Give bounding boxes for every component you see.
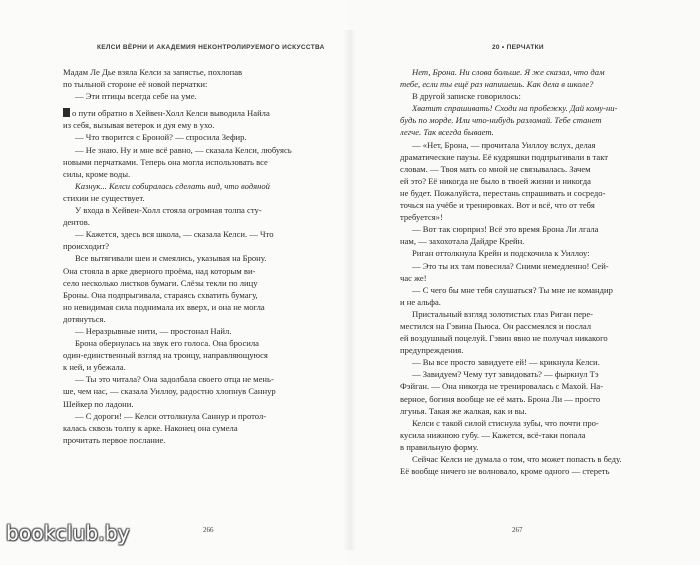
text-line-content: в правильную форму. bbox=[400, 441, 479, 452]
text-line bbox=[63, 422, 303, 434]
text-line bbox=[400, 429, 640, 441]
text-line-content: но невидимая сила поднимала их вверх, и она не могла bbox=[63, 301, 265, 312]
text-line bbox=[63, 156, 303, 168]
text-line bbox=[63, 192, 303, 204]
text-line-content: — Кажется, здесь вся школа, — сказала Келси. — Что bbox=[75, 229, 274, 240]
text-line bbox=[400, 175, 640, 187]
text-line-content: Келси с такой силой стиснула зубы, что почти про- bbox=[412, 417, 599, 428]
text-line-content: — Что творится с Броной? — спросила Зефир. bbox=[75, 132, 247, 143]
text-line-content: — Ты это читала? Она задолбала своего отца не мень- bbox=[75, 374, 274, 385]
text-line-content: нам, — захохотала Дайдре Крейн. bbox=[400, 236, 525, 247]
text-line-content: — Вот так сюрприз! Всё это время Брона Ли лгала bbox=[412, 224, 599, 235]
text-line bbox=[63, 277, 303, 289]
text-line bbox=[400, 405, 640, 417]
drop-cap-ornament bbox=[63, 108, 70, 117]
text-line bbox=[400, 368, 640, 380]
text-line-content: Хватит спрашивать! Сходи на пробежку. Дай кому-ни- bbox=[412, 103, 618, 114]
text-line bbox=[400, 393, 640, 405]
text-line bbox=[400, 102, 640, 114]
text-line-content: Её вообще ничего не волновало, кроме одного — стереть bbox=[400, 466, 610, 477]
text-line bbox=[400, 126, 640, 138]
text-line-content: к ней, и убежала. bbox=[63, 362, 126, 373]
book-gutter bbox=[343, 30, 357, 550]
text-line bbox=[63, 107, 303, 119]
text-line-content: Сейчас Келси не думала о том, что может попасть в беду. bbox=[412, 454, 622, 464]
text-line-content: — Вы все просто завидуете ей! — крикнула Келси. bbox=[412, 357, 600, 368]
text-line-content: — С чего бы мне тебя слушаться? Ты мне не командир bbox=[412, 284, 613, 295]
text-line bbox=[400, 211, 640, 223]
text-line bbox=[63, 289, 303, 301]
text-line bbox=[63, 313, 303, 325]
text-line bbox=[400, 380, 640, 392]
text-line-content: предупреждения. bbox=[400, 345, 464, 356]
text-line-content: — Эти птицы всегда себе на уме. bbox=[75, 91, 197, 102]
text-line-content: стихии не существует. bbox=[63, 192, 145, 203]
text-line-content: час же! bbox=[400, 272, 427, 283]
text-line bbox=[400, 344, 640, 356]
text-line-content: происходит? bbox=[63, 241, 110, 252]
right-page bbox=[350, 0, 700, 565]
text-line bbox=[63, 144, 303, 156]
right-page-text bbox=[400, 66, 640, 477]
watermark-logo: bookclub.by bbox=[6, 521, 130, 545]
text-line-content: В другой записке говорилось: bbox=[412, 91, 521, 102]
text-line-content: требуется»! bbox=[400, 212, 443, 223]
text-line-content: прочитать первое послание. bbox=[63, 434, 166, 445]
text-line bbox=[400, 441, 640, 453]
text-line-content: один-единственный взгляд на троицу, направляющуюся bbox=[63, 350, 268, 361]
text-line bbox=[400, 453, 640, 465]
text-line bbox=[63, 66, 303, 78]
running-head-right: 20 • ПЕРЧАТКИ bbox=[492, 44, 544, 51]
text-line bbox=[400, 284, 640, 296]
text-line bbox=[400, 260, 640, 272]
text-line bbox=[400, 66, 640, 78]
text-line-content: калась сквозь толпу к арке. Наконец она сумела bbox=[63, 422, 238, 433]
text-line-content: Все вытягивали шеи и смеялись, указывая на Брону. bbox=[75, 253, 267, 264]
text-line-content: ей это? Её никогда не было в твоей жизни и никогда bbox=[400, 175, 591, 186]
text-line bbox=[400, 78, 640, 90]
page-number-left: 266 bbox=[203, 526, 214, 534]
text-line-content: верное, богиня вообще не её мать. Брона Ли — просто bbox=[400, 393, 601, 404]
text-line bbox=[63, 434, 303, 446]
running-head-left: КЕЛСИ ВЁРНИ И АКАДЕМИЯ НЕКОНТРОЛИРУЕМОГО ИСКУССТВА bbox=[97, 44, 325, 51]
text-line bbox=[400, 139, 640, 151]
text-line-content: из себя, вызывая ветерок и дуя ему в ухо. bbox=[63, 120, 215, 131]
text-line bbox=[400, 90, 640, 102]
text-line-content: — Неразрывные нити, — простонал Найл. bbox=[75, 325, 232, 336]
text-line-content: ше, чем нас, — сказала Уиллоу, радостно хлопнув Саннур bbox=[63, 386, 276, 397]
text-line-content: — Не знаю. Ну и мне всё равно, — сказала Келси, любуясь bbox=[75, 144, 292, 155]
text-line bbox=[400, 199, 640, 211]
text-line bbox=[63, 78, 303, 90]
text-line bbox=[63, 180, 303, 192]
text-line-content: Она стояла в арке дверного проёма, над которым ви- bbox=[63, 265, 256, 276]
text-line-content: словам. — Твоя мать со мной не связывалась. Зачем bbox=[400, 163, 591, 174]
text-line bbox=[63, 119, 303, 131]
text-line-content: Шейкер по ладони. bbox=[63, 398, 134, 409]
text-line-content: ей воздушный поцелуй. Гэвин явно не получал никакого bbox=[400, 333, 608, 344]
text-line-content: дотянуться. bbox=[63, 313, 106, 324]
text-line-content: новыми перчатками. Теперь она могла использовать все bbox=[63, 156, 268, 167]
text-line bbox=[400, 465, 640, 477]
text-line-content: — С дороги! — Келси оттолкнула Саннур и протол- bbox=[75, 410, 267, 421]
text-line-content: тебе, если ты ещё раз напишешь. Как дела в школе? bbox=[400, 79, 594, 90]
text-line-content: местился на Гэвина Пьюса. Он рассмеялся и послал bbox=[400, 320, 592, 331]
text-line-content: легче. Так всегда бывает. bbox=[400, 127, 494, 138]
text-line bbox=[63, 131, 303, 143]
left-page-text bbox=[63, 66, 303, 446]
text-line-content: по тыльной стороне её новой перчатки: bbox=[63, 79, 208, 90]
text-line-content: Казнук... Келси собиралась сделать вид, что водяной bbox=[75, 180, 270, 191]
text-line bbox=[400, 187, 640, 199]
text-line-content: силы, кроме воды. bbox=[63, 168, 131, 179]
text-line-content: — Это ты их там повесила? Сними немедленно! Сей- bbox=[412, 260, 609, 271]
text-line bbox=[400, 308, 640, 320]
text-line-content: Пристальный взгляд золотистых глаз Риган пере- bbox=[412, 308, 594, 319]
text-line-content: Риган оттолкнула Крейн и подскочила к Уиллоу: bbox=[412, 248, 590, 259]
text-line bbox=[400, 163, 640, 175]
text-line bbox=[400, 296, 640, 308]
text-line bbox=[63, 265, 303, 277]
text-line-content: — «Нет, Брона, — прочитала Уиллоу вслух, делая bbox=[412, 139, 596, 150]
text-line-content: и не альфа. bbox=[400, 296, 441, 307]
text-line bbox=[400, 114, 640, 126]
text-line bbox=[63, 337, 303, 349]
text-line-content: Брона обернулась на звук его голоса. Она бросила bbox=[75, 338, 259, 349]
text-line bbox=[63, 252, 303, 264]
text-line bbox=[63, 204, 303, 216]
text-line-content: будь по морде. Или что-нибудь разломай. Тебе станет bbox=[400, 115, 602, 126]
text-line bbox=[63, 398, 303, 410]
text-line bbox=[400, 247, 640, 259]
text-line bbox=[400, 356, 640, 368]
text-line bbox=[63, 168, 303, 180]
text-line-content: точься на учёбе и тренировках. Вот и всё, что от тебя bbox=[400, 200, 595, 211]
text-line bbox=[63, 301, 303, 313]
text-line-content: Фэйган. — Она никогда не тренировалась с Махой. На- bbox=[400, 381, 604, 392]
text-line bbox=[63, 240, 303, 252]
text-line bbox=[63, 90, 303, 102]
text-line-content: не будет. Пожалуйста, перестань спрашивать и сосредо- bbox=[400, 187, 606, 198]
text-line-content: кусила нижнюю губу. — Кажется, всё-таки попала bbox=[400, 429, 586, 440]
text-line bbox=[63, 325, 303, 337]
text-line bbox=[400, 235, 640, 247]
text-line bbox=[63, 373, 303, 385]
text-line bbox=[63, 410, 303, 422]
text-line bbox=[400, 332, 640, 344]
text-line-content: о пути обратно в Хейвен-Холл Келси выводила Найла bbox=[72, 108, 270, 119]
text-line-content: Нет, Брона. Ни слова больше. Я же сказал, что дам bbox=[412, 67, 605, 77]
text-line bbox=[400, 417, 640, 429]
text-line-content: Мадам Ле Дье взяла Келси за запястье, похлопав bbox=[63, 67, 243, 77]
text-line bbox=[63, 228, 303, 240]
text-line-content: Броны. Она подпрыгивала, стараясь схватить бумагу, bbox=[63, 289, 258, 300]
text-line bbox=[63, 349, 303, 361]
text-line bbox=[400, 320, 640, 332]
text-line-content: — Завидуем? Чему тут завидовать? — фыркнул Тэ bbox=[412, 369, 599, 380]
text-line-content: У входа в Хейвен-Холл стояла огромная толпа сту- bbox=[75, 205, 262, 216]
text-line bbox=[63, 385, 303, 397]
text-line bbox=[63, 216, 303, 228]
text-line-content: драматические паузы. Её кудряшки подпрыгивали в такт bbox=[400, 151, 609, 162]
page-number-right: 267 bbox=[512, 526, 523, 534]
text-line-content: село несколько листков бумаги. Слёзы текли по лицу bbox=[63, 277, 258, 288]
text-line bbox=[400, 272, 640, 284]
text-line-content: лгунья. Такая же жалкая, как и вы. bbox=[400, 405, 527, 416]
text-line bbox=[400, 223, 640, 235]
text-line bbox=[63, 361, 303, 373]
text-line bbox=[400, 151, 640, 163]
text-line-content: дентов. bbox=[63, 217, 90, 228]
